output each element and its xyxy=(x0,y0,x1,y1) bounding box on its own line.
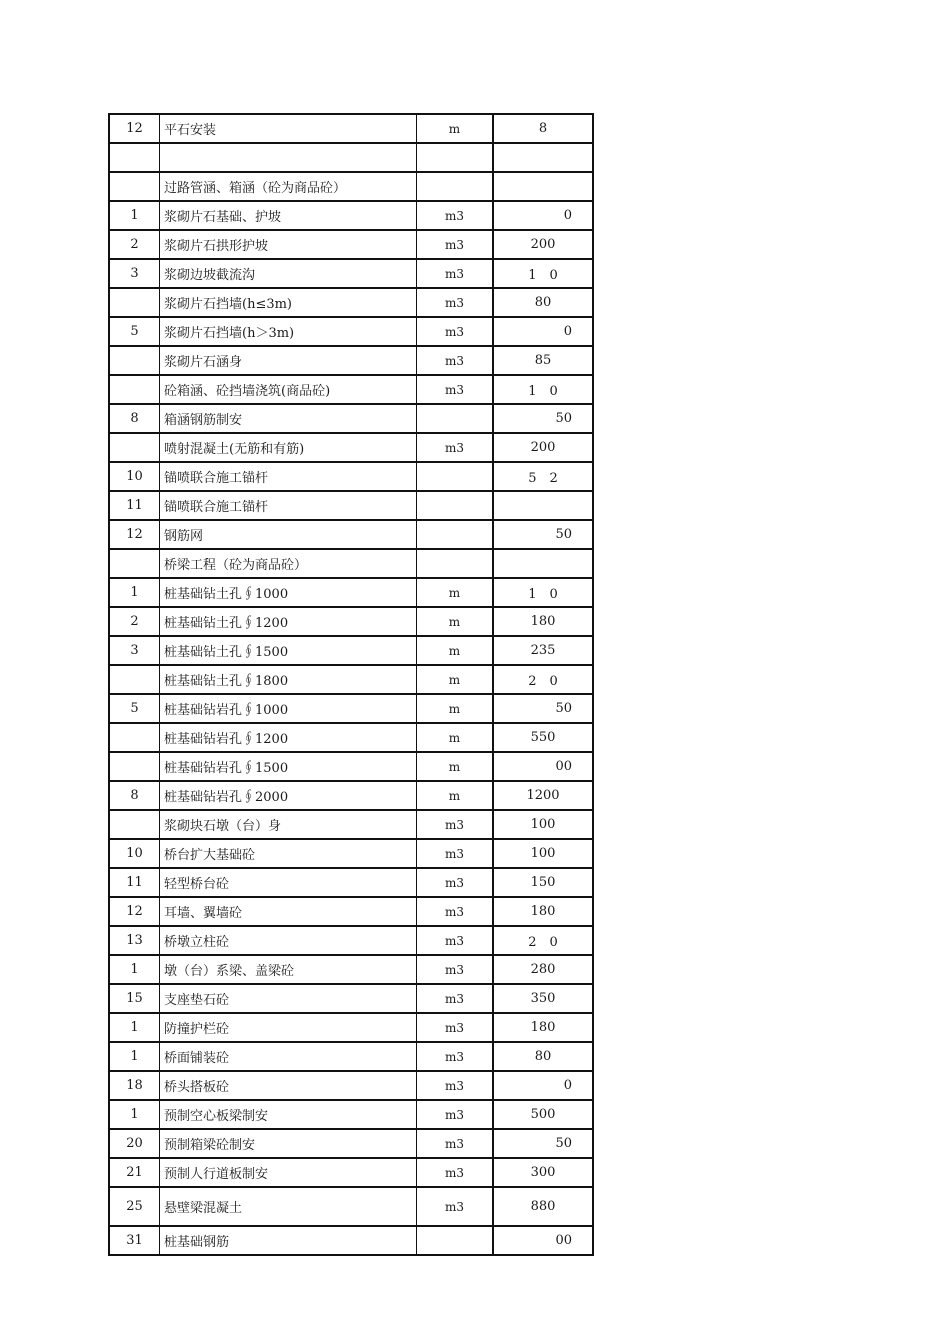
table-row xyxy=(109,259,593,288)
table-row xyxy=(109,607,593,636)
unit-cell: m3 xyxy=(417,984,494,1013)
item-name-cell: 预制空心板梁制安 xyxy=(160,1100,417,1129)
row-number-cell: 3 xyxy=(109,259,160,288)
item-name-cell: 箱涵钢筋制安 xyxy=(160,404,417,433)
row-number-cell: 10 xyxy=(109,839,160,868)
item-name-cell: 桩基础钻土孔∮1500 xyxy=(160,636,417,665)
quantity-cell: 550 xyxy=(493,723,593,752)
row-number-cell: 1 xyxy=(109,1042,160,1071)
quantity-cell: 1 0 xyxy=(493,375,593,404)
row-number-cell: 20 xyxy=(109,1129,160,1158)
item-name-cell: 浆砌块石墩（台）身 xyxy=(160,810,417,839)
table-row xyxy=(109,346,593,375)
row-number-cell: 11 xyxy=(109,491,160,520)
row-number-cell xyxy=(109,172,160,201)
table-row xyxy=(109,201,593,230)
table-row xyxy=(109,1129,593,1158)
row-number-cell: 12 xyxy=(109,114,160,143)
quantity-cell: 200 xyxy=(493,230,593,259)
row-number-cell: 3 xyxy=(109,636,160,665)
unit-cell: m xyxy=(417,665,494,694)
quantity-cell: 200 xyxy=(493,433,593,462)
unit-cell: m3 xyxy=(417,810,494,839)
unit-cell: m3 xyxy=(417,288,494,317)
table-row xyxy=(109,578,593,607)
item-name-cell: 喷射混凝土(无筋和有筋) xyxy=(160,433,417,462)
row-number-cell xyxy=(109,288,160,317)
table-row xyxy=(109,1158,593,1187)
unit-cell: m3 xyxy=(417,1129,494,1158)
item-name-cell: 预制箱梁砼制安 xyxy=(160,1129,417,1158)
unit-cell xyxy=(417,1226,494,1255)
table-row xyxy=(109,462,593,491)
table-row xyxy=(109,955,593,984)
unit-cell: m3 xyxy=(417,1187,494,1226)
table-row xyxy=(109,172,593,201)
table-row xyxy=(109,114,593,143)
table-row xyxy=(109,1187,593,1226)
row-number-cell: 18 xyxy=(109,1071,160,1100)
table-row xyxy=(109,810,593,839)
unit-cell: m3 xyxy=(417,1100,494,1129)
quantity-cell: 50 xyxy=(493,520,593,549)
item-name-cell: 耳墙、翼墙砼 xyxy=(160,897,417,926)
item-name-cell: 桥墩立柱砼 xyxy=(160,926,417,955)
item-name-cell: 支座垫石砼 xyxy=(160,984,417,1013)
row-number-cell xyxy=(109,665,160,694)
unit-cell: m3 xyxy=(417,955,494,984)
table-row xyxy=(109,520,593,549)
table-row xyxy=(109,752,593,781)
unit-cell: m xyxy=(417,636,494,665)
item-name-cell: 浆砌片石涵身 xyxy=(160,346,417,375)
unit-cell: m xyxy=(417,694,494,723)
unit-cell xyxy=(417,491,494,520)
row-number-cell: 2 xyxy=(109,230,160,259)
table-row xyxy=(109,897,593,926)
row-number-cell: 1 xyxy=(109,1100,160,1129)
table-row xyxy=(109,868,593,897)
quantity-cell: 2 0 xyxy=(493,926,593,955)
table-row xyxy=(109,288,593,317)
quantity-cell: 500 xyxy=(493,1100,593,1129)
item-name-cell: 浆砌片石挡墙(h≤3m) xyxy=(160,288,417,317)
table-row xyxy=(109,1042,593,1071)
row-number-cell: 12 xyxy=(109,897,160,926)
item-name-cell: 桩基础钻土孔∮1200 xyxy=(160,607,417,636)
unit-cell: m3 xyxy=(417,346,494,375)
unit-cell: m3 xyxy=(417,1042,494,1071)
table-row xyxy=(109,1226,593,1255)
item-name-cell: 桩基础钻土孔∮1800 xyxy=(160,665,417,694)
table-body xyxy=(109,114,593,1255)
unit-cell: m xyxy=(417,781,494,810)
quantity-cell: 50 xyxy=(493,694,593,723)
quantity-cell: 0 xyxy=(493,1071,593,1100)
item-name-cell: 预制人行道板制安 xyxy=(160,1158,417,1187)
item-name-cell: 悬壁梁混凝土 xyxy=(160,1187,417,1226)
item-name-cell: 桥面铺装砼 xyxy=(160,1042,417,1071)
table-row xyxy=(109,781,593,810)
row-number-cell xyxy=(109,433,160,462)
quantity-cell: 80 xyxy=(493,288,593,317)
table-row xyxy=(109,230,593,259)
row-number-cell xyxy=(109,723,160,752)
quantity-cell: 180 xyxy=(493,607,593,636)
row-number-cell xyxy=(109,810,160,839)
row-number-cell: 11 xyxy=(109,868,160,897)
unit-cell: m3 xyxy=(417,230,494,259)
quantity-cell: 300 xyxy=(493,1158,593,1187)
quantity-cell: 100 xyxy=(493,810,593,839)
quantity-cell: 0 xyxy=(493,201,593,230)
unit-cell: m3 xyxy=(417,839,494,868)
quantity-cell: 235 xyxy=(493,636,593,665)
table-row xyxy=(109,839,593,868)
unit-cell xyxy=(417,462,494,491)
quantity-cell: 880 xyxy=(493,1187,593,1226)
row-number-cell: 25 xyxy=(109,1187,160,1226)
item-name-cell: 桩基础钻岩孔∮2000 xyxy=(160,781,417,810)
table-row xyxy=(109,549,593,578)
quantity-cell xyxy=(493,491,593,520)
unit-cell: m xyxy=(417,607,494,636)
item-name-cell: 锚喷联合施工锚杆 xyxy=(160,491,417,520)
quantity-cell: 150 xyxy=(493,868,593,897)
table-row xyxy=(109,1100,593,1129)
unit-cell: m xyxy=(417,114,494,143)
quantity-cell: 2 0 xyxy=(493,665,593,694)
quantity-cell: 5 2 xyxy=(493,462,593,491)
item-name-cell xyxy=(160,143,417,172)
unit-cell: m3 xyxy=(417,375,494,404)
row-number-cell xyxy=(109,752,160,781)
item-name-cell: 桥台扩大基础砼 xyxy=(160,839,417,868)
item-name-cell: 浆砌片石拱形护坡 xyxy=(160,230,417,259)
quantity-cell: 350 xyxy=(493,984,593,1013)
row-number-cell: 5 xyxy=(109,694,160,723)
unit-cell: m3 xyxy=(417,926,494,955)
unit-cell: m3 xyxy=(417,201,494,230)
table-row xyxy=(109,723,593,752)
quantity-cell: 8 xyxy=(493,114,593,143)
quantity-cell: 280 xyxy=(493,955,593,984)
quantity-table xyxy=(108,113,594,1256)
row-number-cell: 1 xyxy=(109,1013,160,1042)
unit-cell: m xyxy=(417,752,494,781)
table-row xyxy=(109,433,593,462)
item-name-cell: 桩基础钻岩孔∮1000 xyxy=(160,694,417,723)
item-name-cell: 桩基础钻土孔∮1000 xyxy=(160,578,417,607)
item-name-cell: 桩基础钻岩孔∮1200 xyxy=(160,723,417,752)
quantity-cell xyxy=(493,143,593,172)
unit-cell: m3 xyxy=(417,1013,494,1042)
unit-cell xyxy=(417,549,494,578)
row-number-cell: 10 xyxy=(109,462,160,491)
row-number-cell xyxy=(109,143,160,172)
row-number-cell: 2 xyxy=(109,607,160,636)
unit-cell: m xyxy=(417,578,494,607)
item-name-cell: 锚喷联合施工锚杆 xyxy=(160,462,417,491)
table-row xyxy=(109,143,593,172)
unit-cell: m3 xyxy=(417,868,494,897)
table-row xyxy=(109,1071,593,1100)
unit-cell: m3 xyxy=(417,259,494,288)
quantity-cell xyxy=(493,172,593,201)
row-number-cell: 13 xyxy=(109,926,160,955)
unit-cell xyxy=(417,172,494,201)
row-number-cell: 8 xyxy=(109,781,160,810)
quantity-cell: 00 xyxy=(493,1226,593,1255)
unit-cell: m3 xyxy=(417,317,494,346)
row-number-cell xyxy=(109,375,160,404)
unit-cell: m3 xyxy=(417,1158,494,1187)
quantity-cell: 180 xyxy=(493,897,593,926)
table-row xyxy=(109,491,593,520)
quantity-cell: 00 xyxy=(493,752,593,781)
item-name-cell: 钢筋网 xyxy=(160,520,417,549)
quantity-cell xyxy=(493,549,593,578)
item-name-cell: 过路管涵、箱涵（砼为商品砼） xyxy=(160,172,417,201)
unit-cell: m xyxy=(417,723,494,752)
table-row xyxy=(109,665,593,694)
row-number-cell: 8 xyxy=(109,404,160,433)
quantity-cell: 50 xyxy=(493,404,593,433)
quantity-cell: 85 xyxy=(493,346,593,375)
row-number-cell: 1 xyxy=(109,578,160,607)
item-name-cell: 防撞护栏砼 xyxy=(160,1013,417,1042)
item-name-cell: 砼箱涵、砼挡墙浇筑(商品砼) xyxy=(160,375,417,404)
row-number-cell: 1 xyxy=(109,955,160,984)
row-number-cell: 15 xyxy=(109,984,160,1013)
row-number-cell: 5 xyxy=(109,317,160,346)
quantity-cell: 80 xyxy=(493,1042,593,1071)
quantity-cell: 1 0 xyxy=(493,578,593,607)
quantity-cell: 50 xyxy=(493,1129,593,1158)
quantity-cell: 1 0 xyxy=(493,259,593,288)
table-row xyxy=(109,984,593,1013)
table-row xyxy=(109,1013,593,1042)
table-row xyxy=(109,636,593,665)
unit-cell: m3 xyxy=(417,1071,494,1100)
unit-cell xyxy=(417,143,494,172)
table-row xyxy=(109,926,593,955)
unit-cell xyxy=(417,404,494,433)
quantity-cell: 1200 xyxy=(493,781,593,810)
item-name-cell: 桥梁工程（砼为商品砼） xyxy=(160,549,417,578)
unit-cell: m3 xyxy=(417,433,494,462)
item-name-cell: 浆砌片石基础、护坡 xyxy=(160,201,417,230)
item-name-cell: 平石安装 xyxy=(160,114,417,143)
table-row xyxy=(109,404,593,433)
table-row xyxy=(109,375,593,404)
unit-cell xyxy=(417,520,494,549)
item-name-cell: 桩基础钢筋 xyxy=(160,1226,417,1255)
unit-cell: m3 xyxy=(417,897,494,926)
table-row xyxy=(109,317,593,346)
item-name-cell: 桩基础钻岩孔∮1500 xyxy=(160,752,417,781)
item-name-cell: 轻型桥台砼 xyxy=(160,868,417,897)
row-number-cell: 1 xyxy=(109,201,160,230)
quantity-cell: 180 xyxy=(493,1013,593,1042)
quantity-cell: 100 xyxy=(493,839,593,868)
quantity-cell: 0 xyxy=(493,317,593,346)
row-number-cell xyxy=(109,549,160,578)
row-number-cell: 12 xyxy=(109,520,160,549)
row-number-cell: 31 xyxy=(109,1226,160,1255)
item-name-cell: 墩（台）系梁、盖梁砼 xyxy=(160,955,417,984)
table-row xyxy=(109,694,593,723)
row-number-cell xyxy=(109,346,160,375)
item-name-cell: 桥头搭板砼 xyxy=(160,1071,417,1100)
row-number-cell: 21 xyxy=(109,1158,160,1187)
item-name-cell: 浆砌片石挡墙(h＞3m) xyxy=(160,317,417,346)
item-name-cell: 浆砌边坡截流沟 xyxy=(160,259,417,288)
